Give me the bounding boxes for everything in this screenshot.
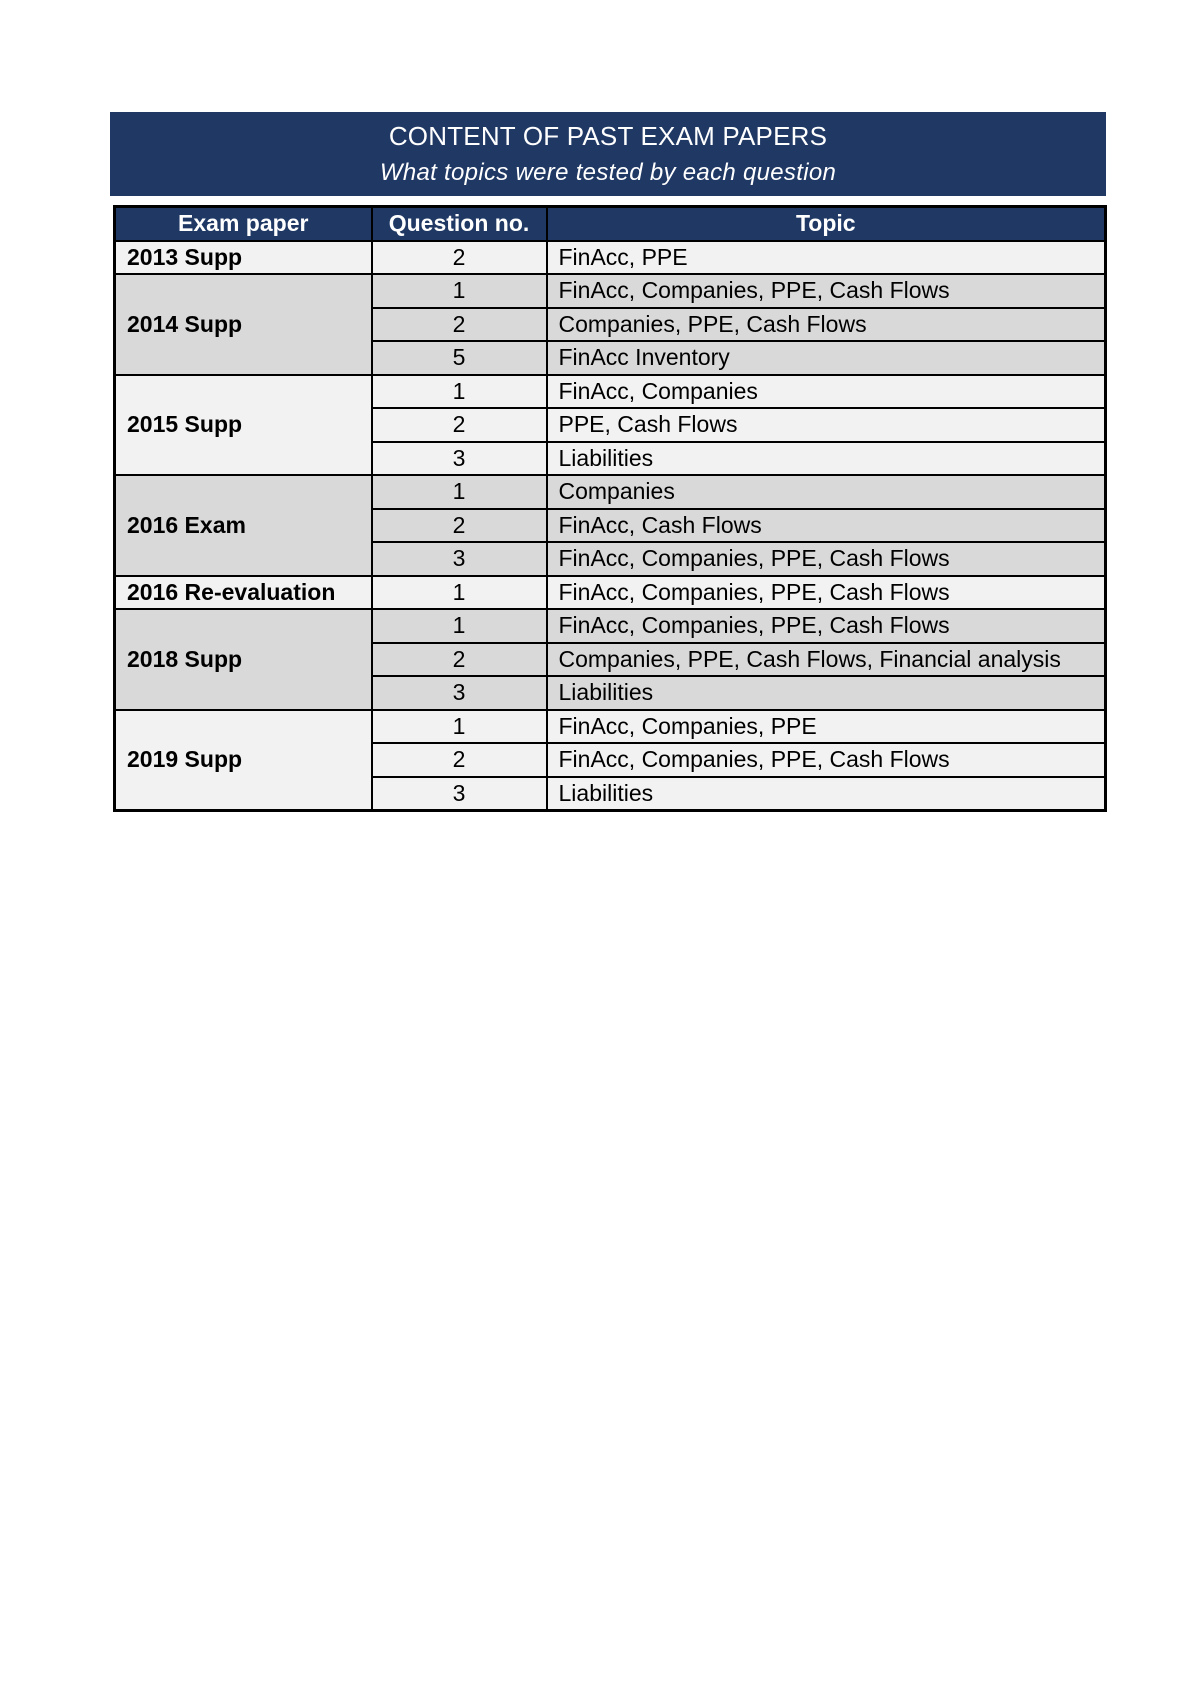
- exam-paper-cell: 2015 Supp: [115, 375, 372, 476]
- topic-cell: FinAcc, Companies, PPE: [547, 710, 1106, 744]
- question-number-cell: 3: [372, 676, 547, 710]
- table-row: [115, 609, 1106, 643]
- table-row: [115, 375, 1106, 409]
- exam-paper-cell: 2016 Re-evaluation: [115, 576, 372, 610]
- question-number-cell: 2: [372, 509, 547, 543]
- column-header-question-no: Question no.: [372, 207, 547, 241]
- column-header-topic: Topic: [547, 207, 1106, 241]
- topic-cell: Companies, PPE, Cash Flows, Financial analysis: [547, 643, 1106, 677]
- topic-cell: FinAcc, PPE: [547, 241, 1106, 275]
- table-row: [115, 274, 1106, 308]
- table-header-row: [115, 207, 1106, 241]
- topic-cell: PPE, Cash Flows: [547, 408, 1106, 442]
- table-row: [115, 241, 1106, 275]
- question-number-cell: 1: [372, 710, 547, 744]
- exam-paper-cell: 2019 Supp: [115, 710, 372, 811]
- question-number-cell: 3: [372, 542, 547, 576]
- topic-cell: FinAcc, Companies, PPE, Cash Flows: [547, 274, 1106, 308]
- question-number-cell: 1: [372, 375, 547, 409]
- question-number-cell: 1: [372, 475, 547, 509]
- topic-cell: FinAcc, Companies: [547, 375, 1106, 409]
- question-number-cell: 1: [372, 609, 547, 643]
- question-number-cell: 1: [372, 576, 547, 610]
- topic-cell: FinAcc, Companies, PPE, Cash Flows: [547, 542, 1106, 576]
- topic-cell: Companies, PPE, Cash Flows: [547, 308, 1106, 342]
- page-title: CONTENT OF PAST EXAM PAPERS: [388, 121, 828, 151]
- table-row: [115, 576, 1106, 610]
- question-number-cell: 2: [372, 241, 547, 275]
- topic-cell: FinAcc, Cash Flows: [547, 509, 1106, 543]
- topic-cell: Companies: [547, 475, 1106, 509]
- question-number-cell: 2: [372, 743, 547, 777]
- topic-cell: FinAcc, Companies, PPE, Cash Flows: [547, 743, 1106, 777]
- table-body: [115, 241, 1106, 811]
- question-number-cell: 1: [372, 274, 547, 308]
- exam-paper-cell: 2014 Supp: [115, 274, 372, 375]
- page-subtitle: What topics were tested by each question: [379, 159, 837, 186]
- title-banner: [110, 112, 1106, 196]
- question-number-cell: 2: [372, 643, 547, 677]
- question-number-cell: 2: [372, 408, 547, 442]
- topic-cell: Liabilities: [547, 777, 1106, 811]
- topic-cell: Liabilities: [547, 676, 1106, 710]
- question-number-cell: 5: [372, 341, 547, 375]
- question-number-cell: 2: [372, 308, 547, 342]
- topic-cell: FinAcc, Companies, PPE, Cash Flows: [547, 609, 1106, 643]
- table-row: [115, 710, 1106, 744]
- column-header-exam-paper: Exam paper: [115, 207, 372, 241]
- exam-paper-cell: 2016 Exam: [115, 475, 372, 576]
- exam-paper-cell: 2018 Supp: [115, 609, 372, 710]
- exam-paper-cell: 2013 Supp: [115, 241, 372, 275]
- exam-topics-table: [113, 205, 1107, 812]
- topic-cell: FinAcc Inventory: [547, 341, 1106, 375]
- topic-cell: FinAcc, Companies, PPE, Cash Flows: [547, 576, 1106, 610]
- question-number-cell: 3: [372, 777, 547, 811]
- question-number-cell: 3: [372, 442, 547, 476]
- topic-cell: Liabilities: [547, 442, 1106, 476]
- table-row: [115, 475, 1106, 509]
